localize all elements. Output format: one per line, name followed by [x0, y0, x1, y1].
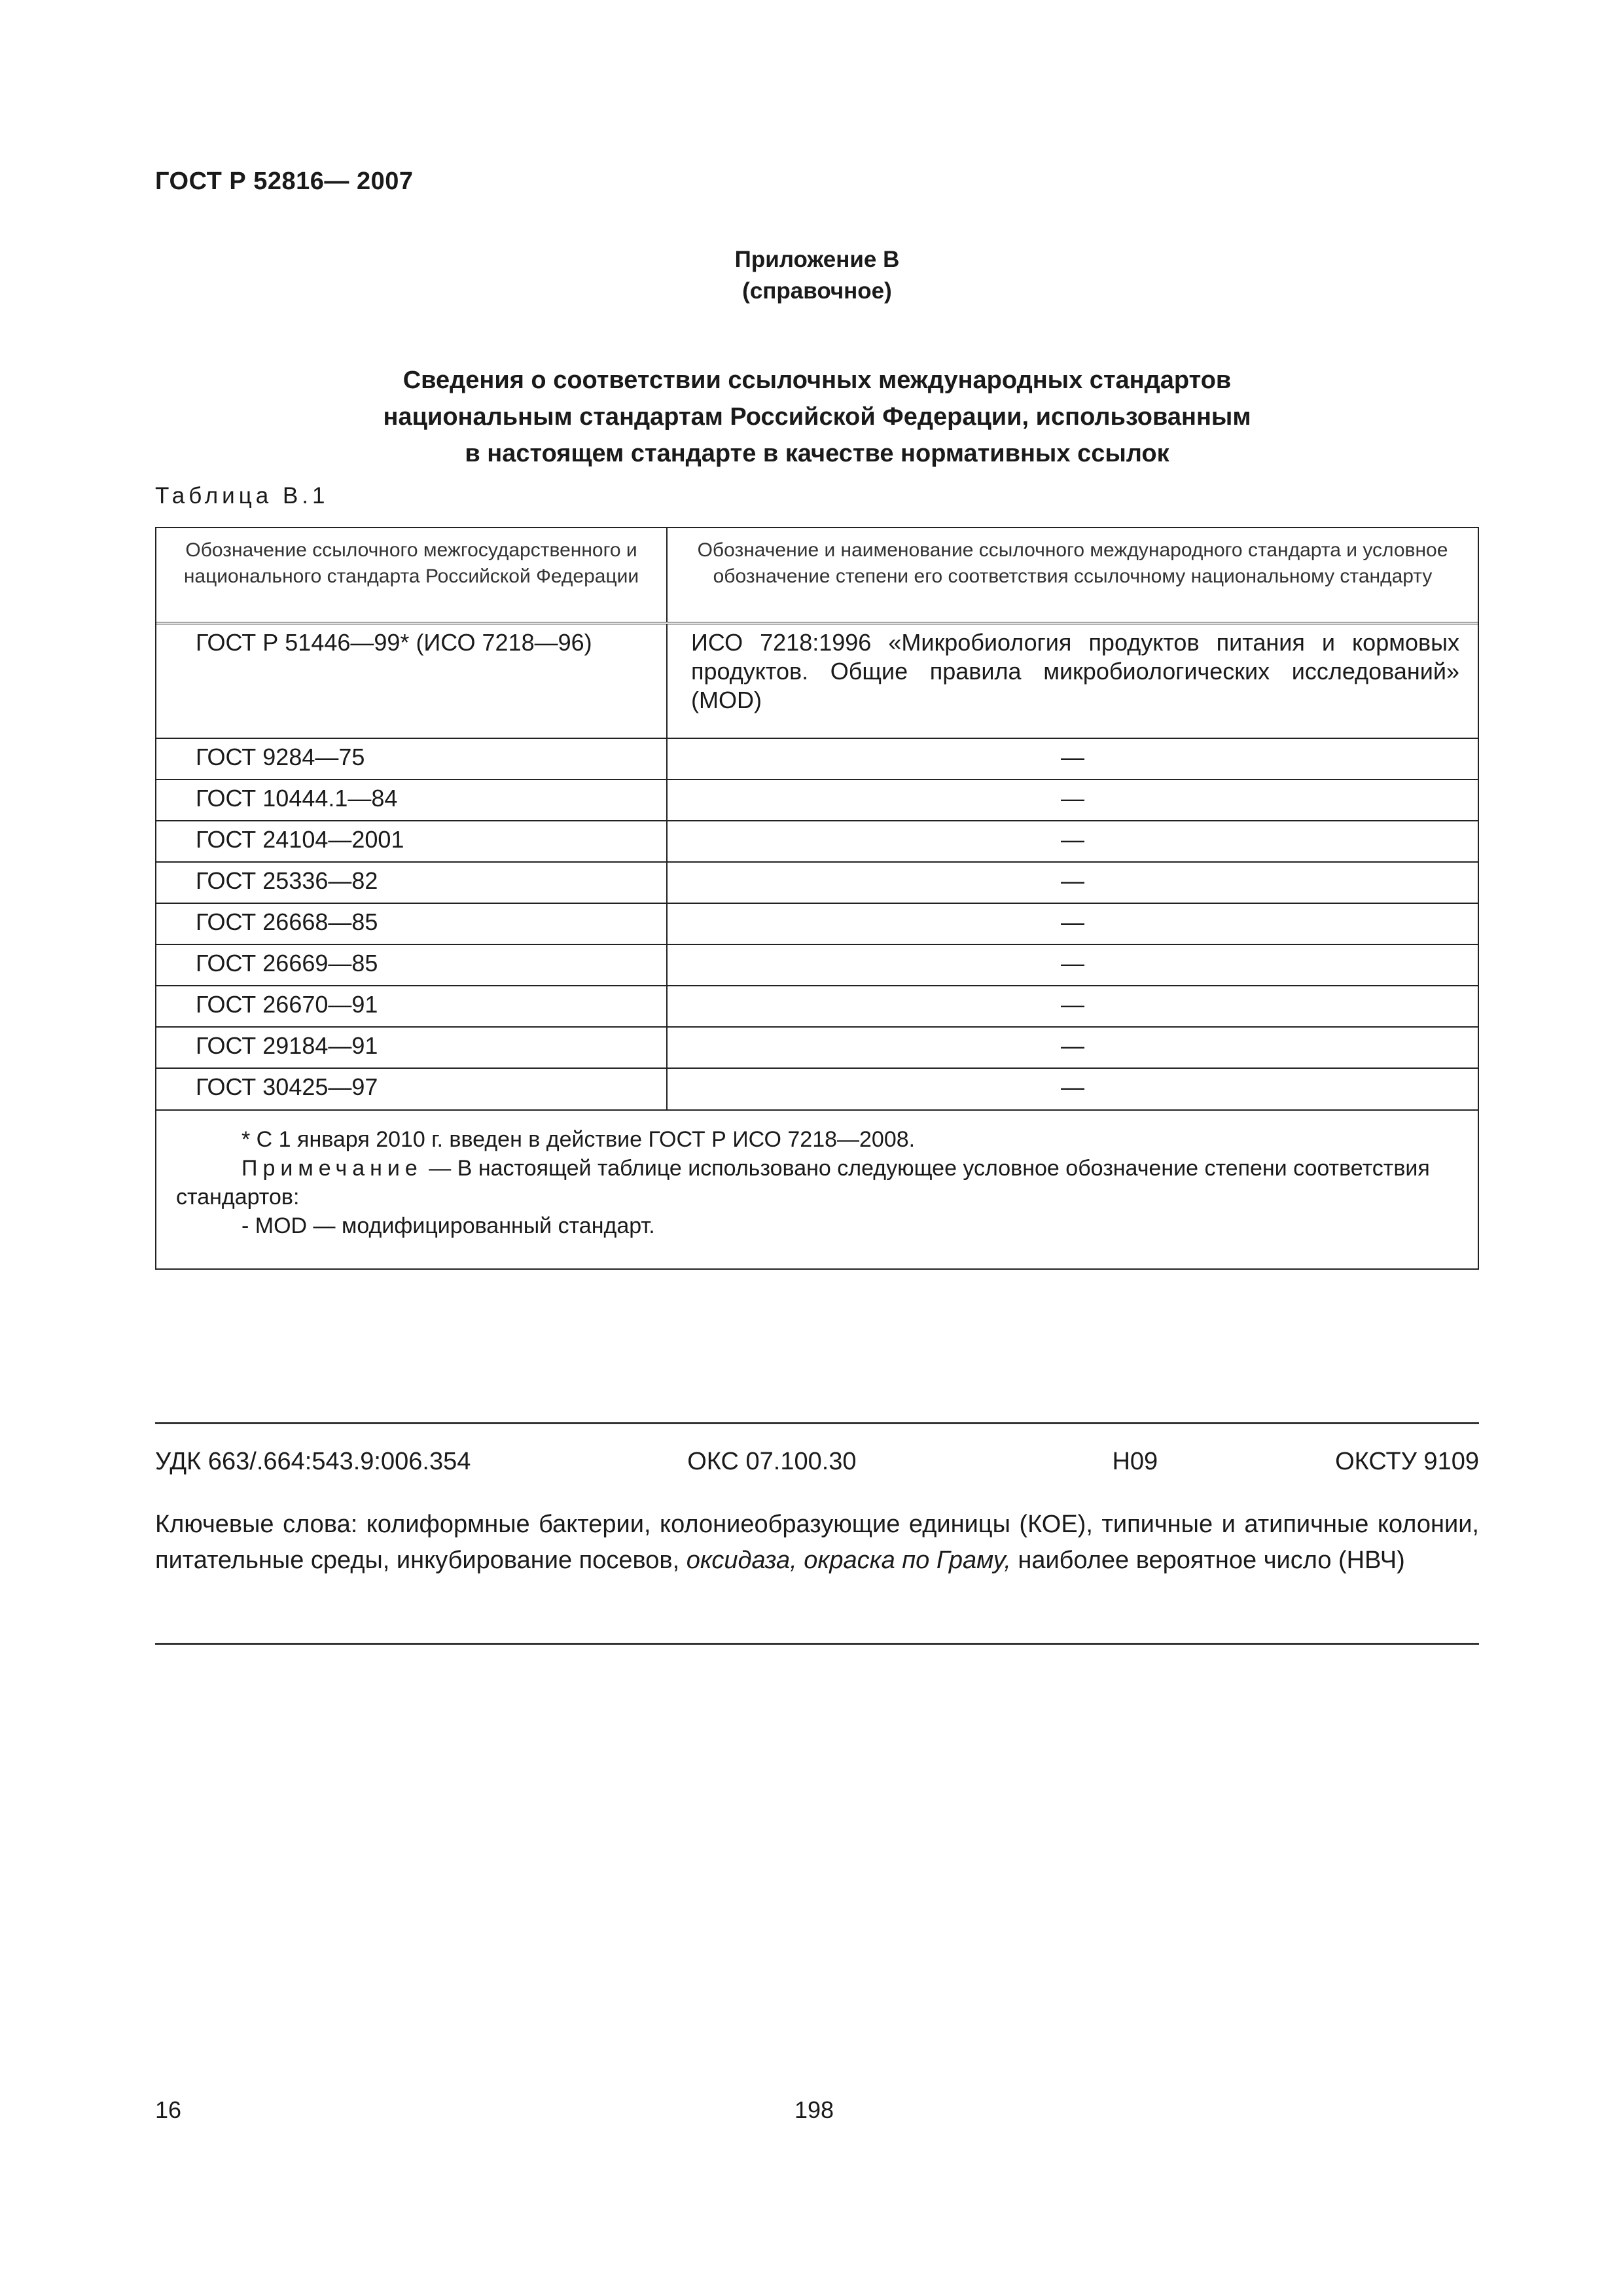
note-item: - MOD — модифицированный стандарт.	[241, 1213, 655, 1238]
oks-code: ОКС 07.100.30	[687, 1448, 857, 1475]
table-row	[156, 1027, 1478, 1068]
table-row	[156, 623, 1478, 738]
table-label: Таблица В.1	[155, 483, 329, 509]
category-code: Н09	[1112, 1448, 1158, 1475]
international-standard-cell: —	[667, 1068, 1478, 1109]
national-standard-cell: ГОСТ 25336—82	[156, 862, 667, 903]
national-standard-cell: ГОСТ 30425—97	[156, 1068, 667, 1109]
national-standard-cell: ГОСТ 24104—2001	[156, 821, 667, 862]
note-label: Примечание	[241, 1156, 423, 1181]
divider	[155, 1643, 1479, 1645]
international-standard-cell: —	[667, 903, 1478, 944]
sheet-number: 198	[794, 2096, 834, 2123]
table-row	[156, 862, 1478, 903]
section-title-line: Сведения о соответствии ссылочных международных стандартов	[402, 367, 1232, 394]
keywords-text: Ключевые слова: колиформные бактерии, колониеобразующие единицы (КОЕ), типичные и атипичные колонии, питательные среды, инкубирование посевов,	[155, 1511, 1479, 1574]
section-title	[155, 362, 1479, 472]
national-standard-cell: ГОСТ 26669—85	[156, 944, 667, 986]
page-number: 16	[155, 2096, 182, 2123]
international-standard-cell: —	[667, 862, 1478, 903]
table-row	[156, 738, 1478, 780]
appendix-subtitle: (справочное)	[742, 278, 892, 304]
table-header-row	[156, 528, 1478, 623]
international-standard-cell: —	[667, 738, 1478, 780]
table-row	[156, 1068, 1478, 1109]
table-row	[156, 944, 1478, 986]
divider	[155, 1422, 1479, 1424]
keywords	[155, 1507, 1479, 1579]
header-international-standard: Обозначение и наименование ссылочного международного стандарта и условное обозначение степени его соответствия ссылочному национальному стандарту	[697, 539, 1448, 587]
table-row	[156, 780, 1478, 821]
table-row	[156, 986, 1478, 1027]
international-standard-cell: —	[667, 944, 1478, 986]
appendix-heading	[155, 244, 1479, 307]
table-notes	[156, 1109, 1478, 1247]
national-standard-cell: ГОСТ 26668—85	[156, 903, 667, 944]
national-standard-cell: ГОСТ 26670—91	[156, 986, 667, 1027]
international-standard-cell: ИСО 7218:1996 «Микробиология продуктов питания и кормовых продуктов. Общие правила микробиологических исследований» (MOD)	[667, 623, 1478, 738]
classification-row	[155, 1448, 1479, 1476]
international-standard-cell: —	[667, 821, 1478, 862]
national-standard-cell: ГОСТ 10444.1—84	[156, 780, 667, 821]
national-standard-cell: ГОСТ Р 51446—99* (ИСО 7218—96)	[156, 623, 667, 738]
table-row	[156, 903, 1478, 944]
section-title-line: в настоящем стандарте в качестве нормативных ссылок	[465, 440, 1169, 467]
table-row	[156, 821, 1478, 862]
document-code: ГОСТ Р 52816— 2007	[155, 168, 414, 195]
standards-table	[155, 527, 1479, 1270]
footnote: * С 1 января 2010 г. введен в действие ГОСТ Р ИСО 7218—2008.	[241, 1127, 916, 1152]
international-standard-cell: —	[667, 780, 1478, 821]
header-national-standard: Обозначение ссылочного межгосударственного и национального стандарта Российской Федерации	[156, 528, 667, 623]
note-text: — В настоящей таблице использовано следующее условное обозначение степени соответствия стандартов:	[176, 1156, 1430, 1210]
international-standard-cell: —	[667, 986, 1478, 1027]
international-standard-cell: —	[667, 1027, 1478, 1068]
keywords-italic: оксидаза, окраска по Граму,	[686, 1547, 1011, 1574]
keywords-text-end: наиболее вероятное число (НВЧ)	[1010, 1547, 1405, 1574]
okstu-code: ОКСТУ 9109	[1335, 1448, 1479, 1475]
appendix-title: Приложение В	[734, 247, 900, 272]
national-standard-cell: ГОСТ 9284—75	[156, 738, 667, 780]
section-title-line: национальным стандартам Российской Федерации, использованным	[383, 403, 1251, 431]
udk-code: УДК 663/.664:543.9:006.354	[155, 1448, 471, 1475]
national-standard-cell: ГОСТ 29184—91	[156, 1027, 667, 1068]
note	[176, 1154, 1452, 1211]
